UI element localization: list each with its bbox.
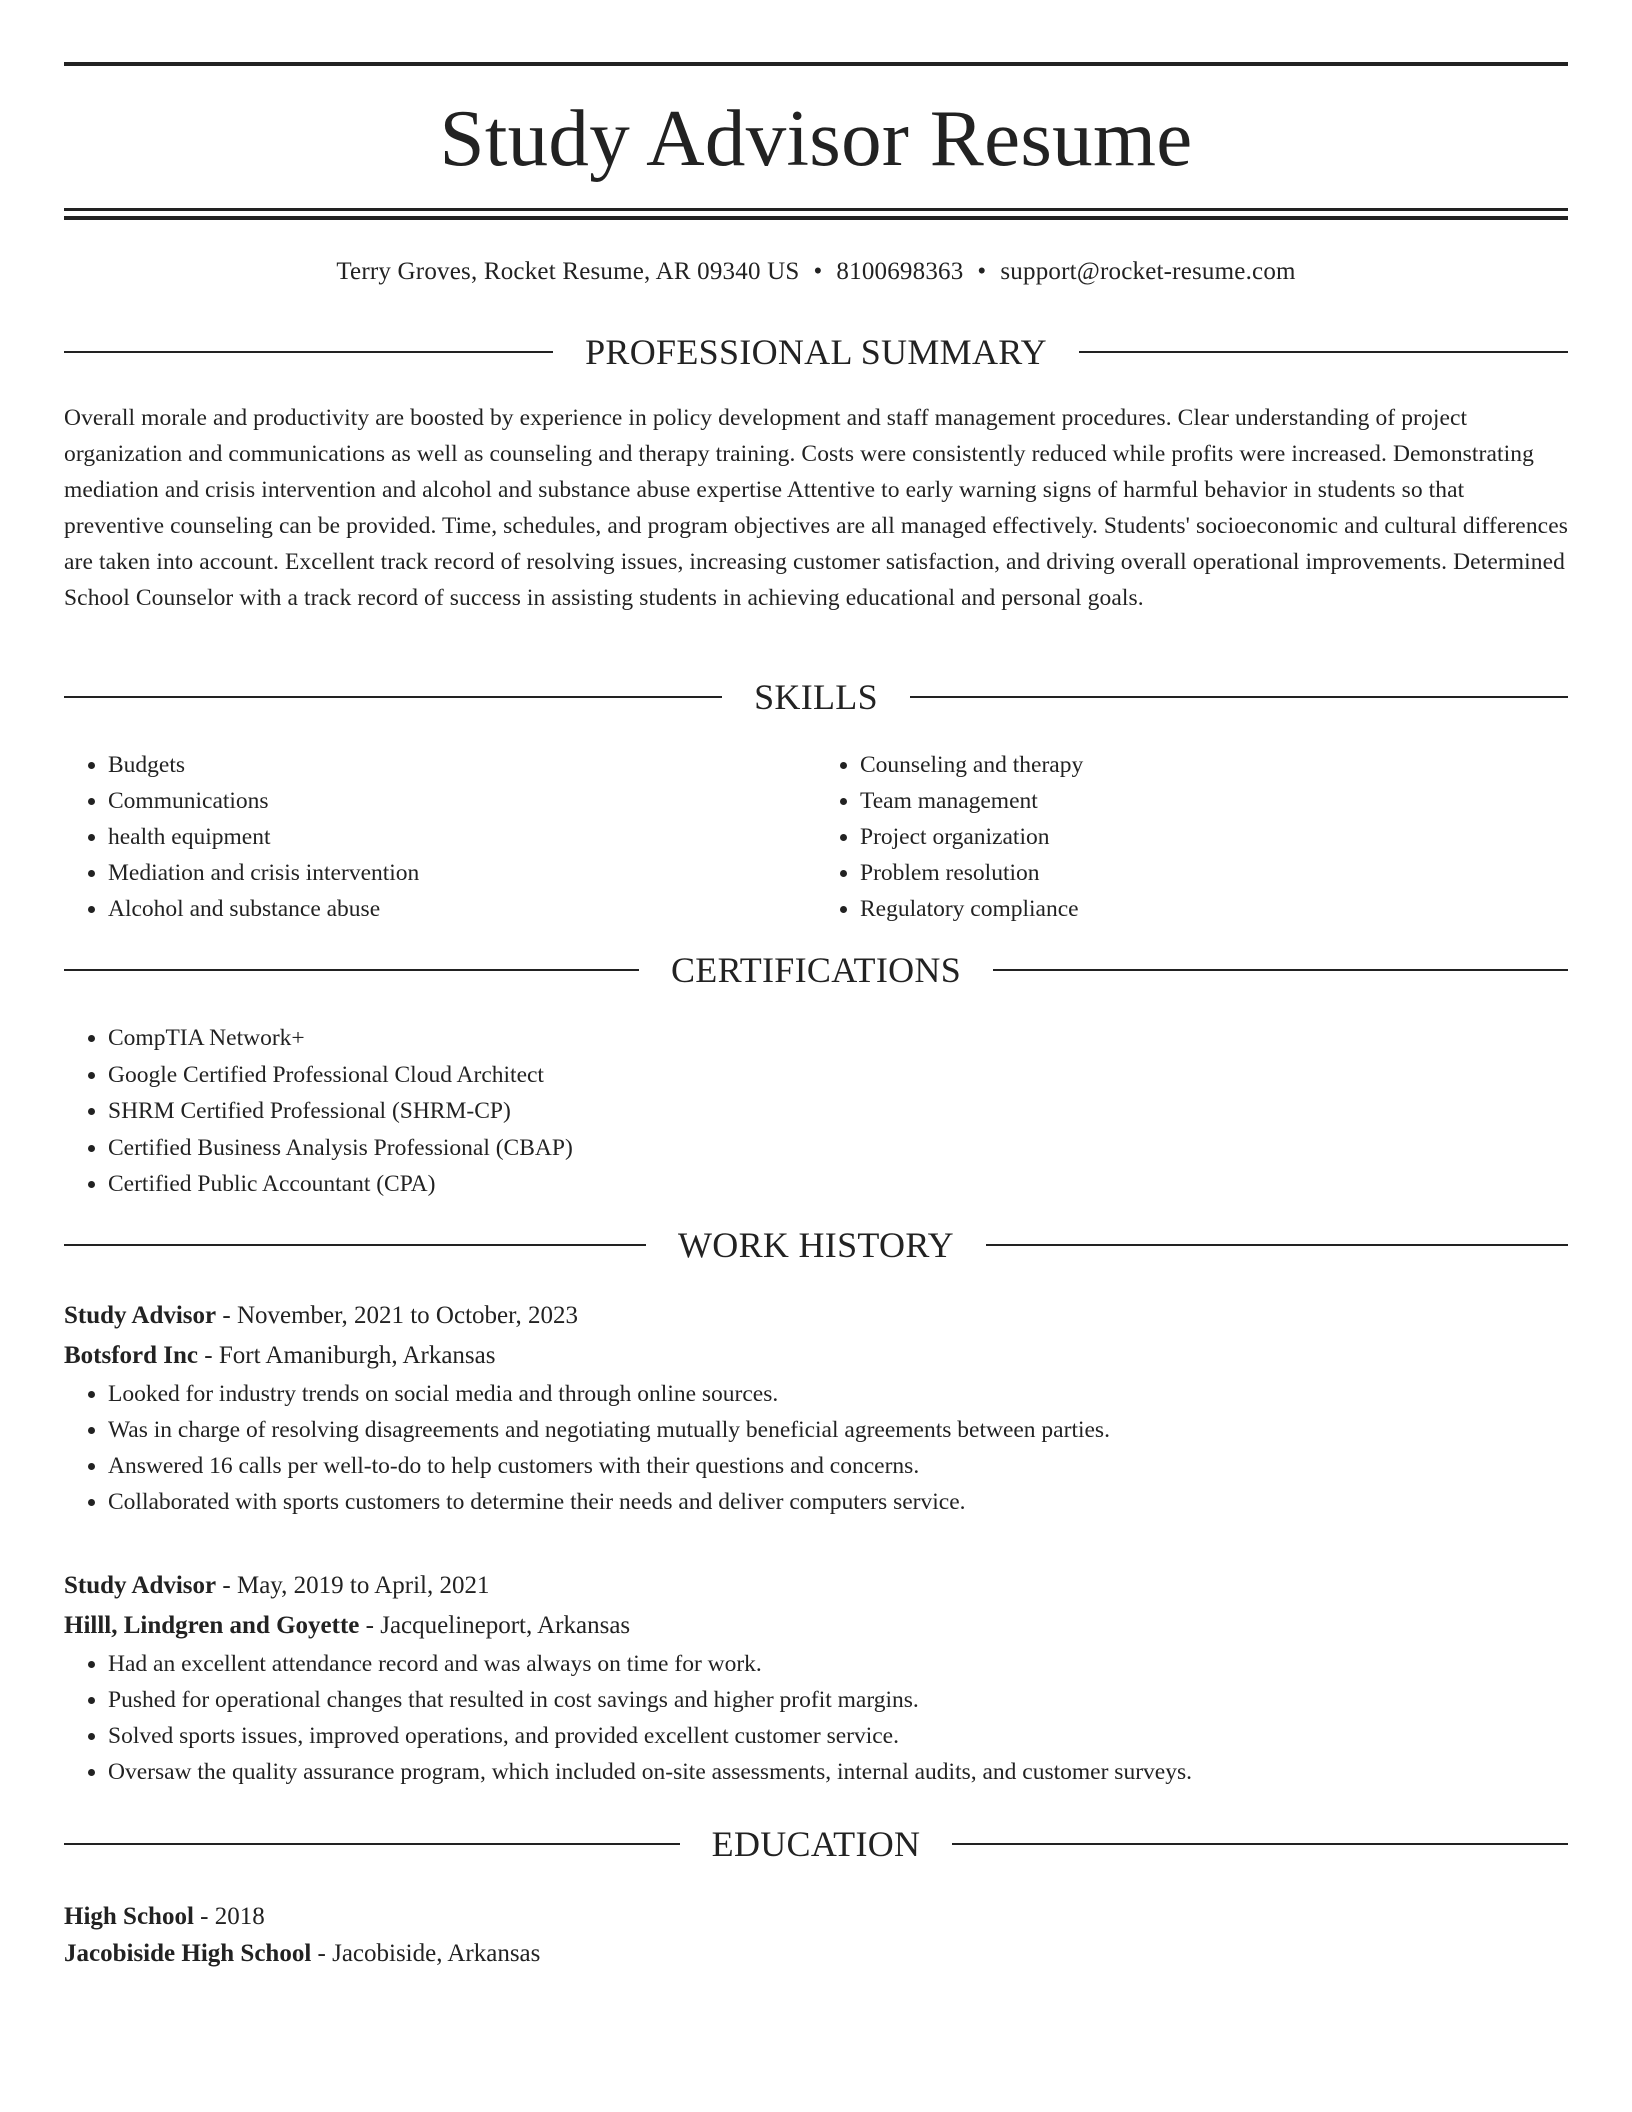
skill-item: • Communications (108, 783, 816, 819)
skills-column-left (64, 747, 816, 927)
job-company: Hilll, Lindgren and Goyette (64, 1612, 360, 1639)
skill-item: • Budgets (108, 747, 816, 783)
skill-item: • Mediation and crisis intervention (108, 855, 816, 891)
education-entry (64, 1898, 1568, 1972)
section-title: WORK HISTORY (678, 1225, 954, 1265)
education-school: Jacobiside High School (64, 1940, 312, 1967)
page-title: Study Advisor Resume (439, 93, 1193, 183)
section-title: EDUCATION (711, 1824, 921, 1864)
job-company-line (64, 1606, 1568, 1646)
job-company-line (64, 1336, 1568, 1376)
job-bullets (64, 1646, 1568, 1790)
job-company: Botsford Inc (64, 1342, 199, 1369)
section-heading-summary (64, 330, 1568, 374)
job-location: - Jacquelineport, Arkansas (359, 1612, 631, 1639)
certification-item: • Certified Business Analysis Professional (CBAP) (108, 1130, 1568, 1167)
skill-item: • Team management (860, 783, 1568, 819)
title-rule-upper (64, 208, 1568, 211)
certification-item: • SHRM Certified Professional (SHRM-CP) (108, 1093, 1568, 1130)
job-bullet: • Oversaw the quality assurance program, which included on-site assessments, internal audits, and customer surveys. (108, 1754, 1568, 1790)
title-rule-lower (64, 216, 1568, 220)
section-title: PROFESSIONAL SUMMARY (585, 332, 1047, 372)
job-title-line (64, 1296, 1568, 1336)
skills-list (64, 747, 1568, 927)
contact-separator: • (813, 258, 823, 285)
certification-item: • Google Certified Professional Cloud Architect (108, 1057, 1568, 1094)
skill-item: • Regulatory compliance (860, 891, 1568, 927)
job-location: - Fort Amaniburgh, Arkansas (198, 1342, 496, 1369)
job-bullet: • Solved sports issues, improved operations, and provided excellent customer service. (108, 1718, 1568, 1754)
job-bullet: • Collaborated with sports customers to determine their needs and deliver computers service. (108, 1484, 1568, 1520)
contact-address: Terry Groves, Rocket Resume, AR 09340 US (336, 258, 800, 285)
section-title: CERTIFICATIONS (670, 950, 962, 990)
job-entry (64, 1566, 1568, 1790)
heading-rule (993, 969, 1568, 971)
job-bullets (64, 1376, 1568, 1520)
education-school-line (64, 1935, 1568, 1972)
section-title: SKILLS (754, 677, 878, 717)
heading-rule (64, 1244, 646, 1246)
education-degree: High School (64, 1903, 194, 1930)
job-title: Study Advisor (64, 1302, 217, 1329)
skill-item: • health equipment (108, 819, 816, 855)
education-degree-line (64, 1898, 1568, 1935)
job-title-line (64, 1566, 1568, 1606)
job-bullet: • Looked for industry trends on social media and through online sources. (108, 1376, 1568, 1412)
heading-rule (64, 696, 722, 698)
certification-item: • CompTIA Network+ (108, 1020, 1568, 1057)
job-bullet: • Pushed for operational changes that resulted in cost savings and higher profit margins. (108, 1682, 1568, 1718)
section-heading-work-history (64, 1223, 1568, 1267)
heading-rule (986, 1244, 1568, 1246)
heading-rule (64, 351, 553, 353)
job-dates: - May, 2019 to April, 2021 (216, 1572, 490, 1599)
heading-rule (952, 1843, 1568, 1845)
skill-item: • Project organization (860, 819, 1568, 855)
skill-item: • Alcohol and substance abuse (108, 891, 816, 927)
job-bullet: • Answered 16 calls per well-to-do to help customers with their questions and concerns. (108, 1448, 1568, 1484)
education-year: - 2018 (193, 1903, 265, 1930)
job-title: Study Advisor (64, 1572, 217, 1599)
skills-column-right (816, 747, 1568, 927)
skill-item: • Counseling and therapy (860, 747, 1568, 783)
certification-item: • Certified Public Accountant (CPA) (108, 1166, 1568, 1203)
section-heading-skills (64, 675, 1568, 719)
heading-rule (910, 696, 1568, 698)
summary-text: Overall morale and productivity are boosted by experience in policy development and staff management procedures. Clear understanding of project organization and communications as well as counseling and therapy training. Costs were consistently reduced while profits were increased. Demonstrating mediation and crisis intervention and alcohol and substance abuse expertise Attentive to early warning signs of harmful behavior in students so that preventive counseling can be provided. Time, schedules, and program objectives are all managed effectively. Students' socioeconomic and cultural differences are taken into account. Excellent track record of resolving issues, increasing customer satisfaction, and driving overall operational improvements. Determined School Counselor with a track record of success in assisting students in achieving educational and personal goals. (64, 405, 1568, 611)
job-bullet: • Had an excellent attendance record and was always on time for work. (108, 1646, 1568, 1682)
contact-phone: 8100698363 (836, 258, 964, 285)
job-bullet: • Was in charge of resolving disagreements and negotiating mutually beneficial agreements between parties. (108, 1412, 1568, 1448)
contact-line (64, 254, 1568, 290)
heading-rule (1079, 351, 1568, 353)
job-entry (64, 1296, 1568, 1520)
top-rule (64, 62, 1568, 66)
job-dates: - November, 2021 to October, 2023 (216, 1302, 578, 1329)
heading-rule (64, 969, 639, 971)
section-heading-education (64, 1822, 1568, 1866)
heading-rule (64, 1843, 680, 1845)
contact-separator: • (977, 258, 987, 285)
section-heading-certifications (64, 948, 1568, 992)
certifications-list (64, 1020, 1568, 1203)
contact-email: support@rocket-resume.com (1000, 258, 1296, 285)
education-location: - Jacobiside, Arkansas (311, 1940, 541, 1967)
skill-item: • Problem resolution (860, 855, 1568, 891)
